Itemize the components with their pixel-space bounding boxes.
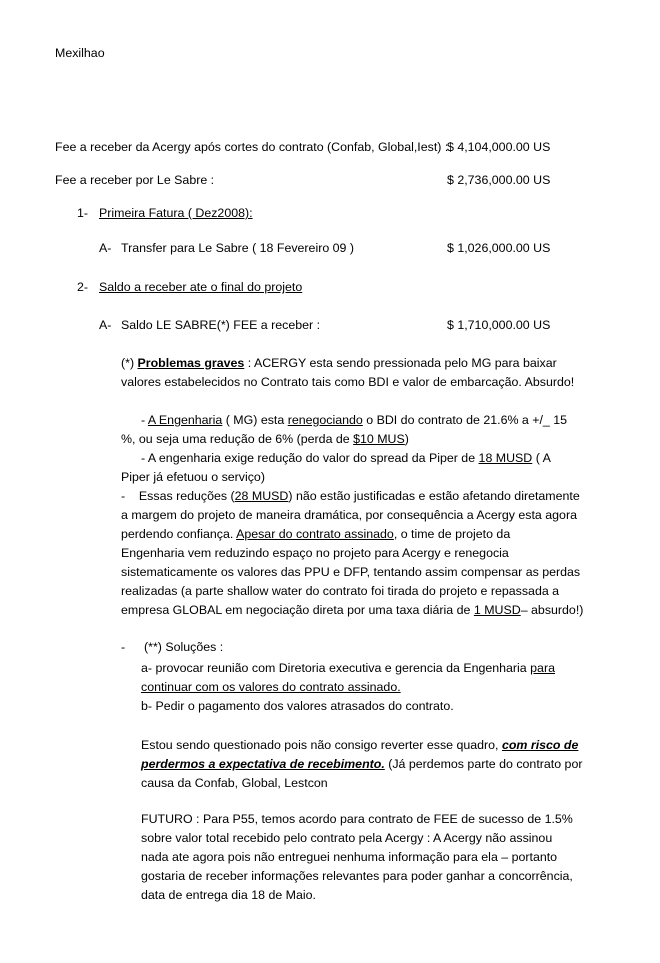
questioned-paragraph: Estou sendo questionado pois não consigo reverter esse quadro, com risco de perdermos a expectativa de recebimento. (Já perdemos parte do contrato por causa da Confab, Global, Lestcon — [141, 738, 583, 790]
futuro-paragraph: FUTURO : Para P55, temos acordo para contrato de FEE de sucesso de 1.5% sobre valor total recebido pelo contrato pela Acergy : A Acergy não assinou nada ate agora pois não entreguei nenhuma informação para ela – portanto gostaria de receber informações relevantes para poder ganhar a concorrência, data de entrega dia 18 de Maio. — [141, 812, 573, 902]
problem-point-engenharia: - A Engenharia ( MG) esta renegociando o BDI do contrato de 21.6% a +/_ 15 %, ou seja uma redução de 6% (perda de $10 MUS) - A engenharia exige redução do valor do spread da Piper de 18 MUSD ( A Piper já efetuou o serviço) — [121, 413, 568, 484]
fee-lesabre-label: Fee a receber por Le Sabre : — [55, 173, 215, 187]
solutions-items: a- provocar reunião com Diretoria executiva e gerencia da Engenharia para continuar com os valores do contrato assinado. b- Pedir o pagamento dos valores atrasados do contrato. — [141, 661, 555, 713]
problem-point-reducoes: - Essas reduções (28 MUSD) não estão justificadas e estão afetando diretamente a margem do projeto de maneira dramática, por consequência a Acergy esta agora perdendo confiança. Apesar do contrato assinado, o time de projeto da Engenharia vem reduzindo espaço no projeto para Acergy e renegocia sistematicamente os valores das PPU e DFP, tentando assim compensar as perdas realizadas (a parte shallow water do contrato foi tirada do projeto e repassada a empresa GLOBAL em negociação direta por uma taxa diária de 1 MUSD– absurdo!) — [121, 489, 584, 617]
item2a-label: Saldo LE SABRE(*) FEE a receber : — [121, 318, 321, 332]
solutions-dash: - — [121, 640, 126, 654]
problems-heading: Problemas graves — [137, 356, 245, 370]
item1a-label: Transfer para Le Sabre ( 18 Fevereiro 09 ) — [121, 241, 355, 255]
fee-lesabre-amount: $ 2,736,000.00 US — [447, 173, 551, 187]
item1-number: 1- — [77, 206, 89, 220]
solutions-heading: (**) Soluções : — [144, 640, 224, 654]
fee-acergy-amount: $ 4,104,000.00 US — [447, 140, 551, 154]
item1a-number: A- — [99, 241, 112, 255]
item2-number: 2- — [77, 280, 89, 294]
item2-label: Saldo a receber ate o final do projeto — [99, 280, 303, 294]
item2a-number: A- — [99, 318, 112, 332]
item1-label: Primeira Fatura ( Dez2008): — [99, 206, 253, 220]
problems-intro: (*) Problemas graves : ACERGY esta sendo pressionada pelo MG para baixar valores estabelecidos no Contrato tais como BDI e valor de embarcação. Absurdo! — [121, 356, 575, 389]
item1a-amount: $ 1,026,000.00 US — [447, 241, 551, 255]
item2a-amount: $ 1,710,000.00 US — [447, 318, 551, 332]
fee-acergy-label: Fee a receber da Acergy após cortes do contrato (Confab, Global,Iest) : — [55, 140, 449, 154]
document-title: Mexilhao — [55, 46, 105, 60]
